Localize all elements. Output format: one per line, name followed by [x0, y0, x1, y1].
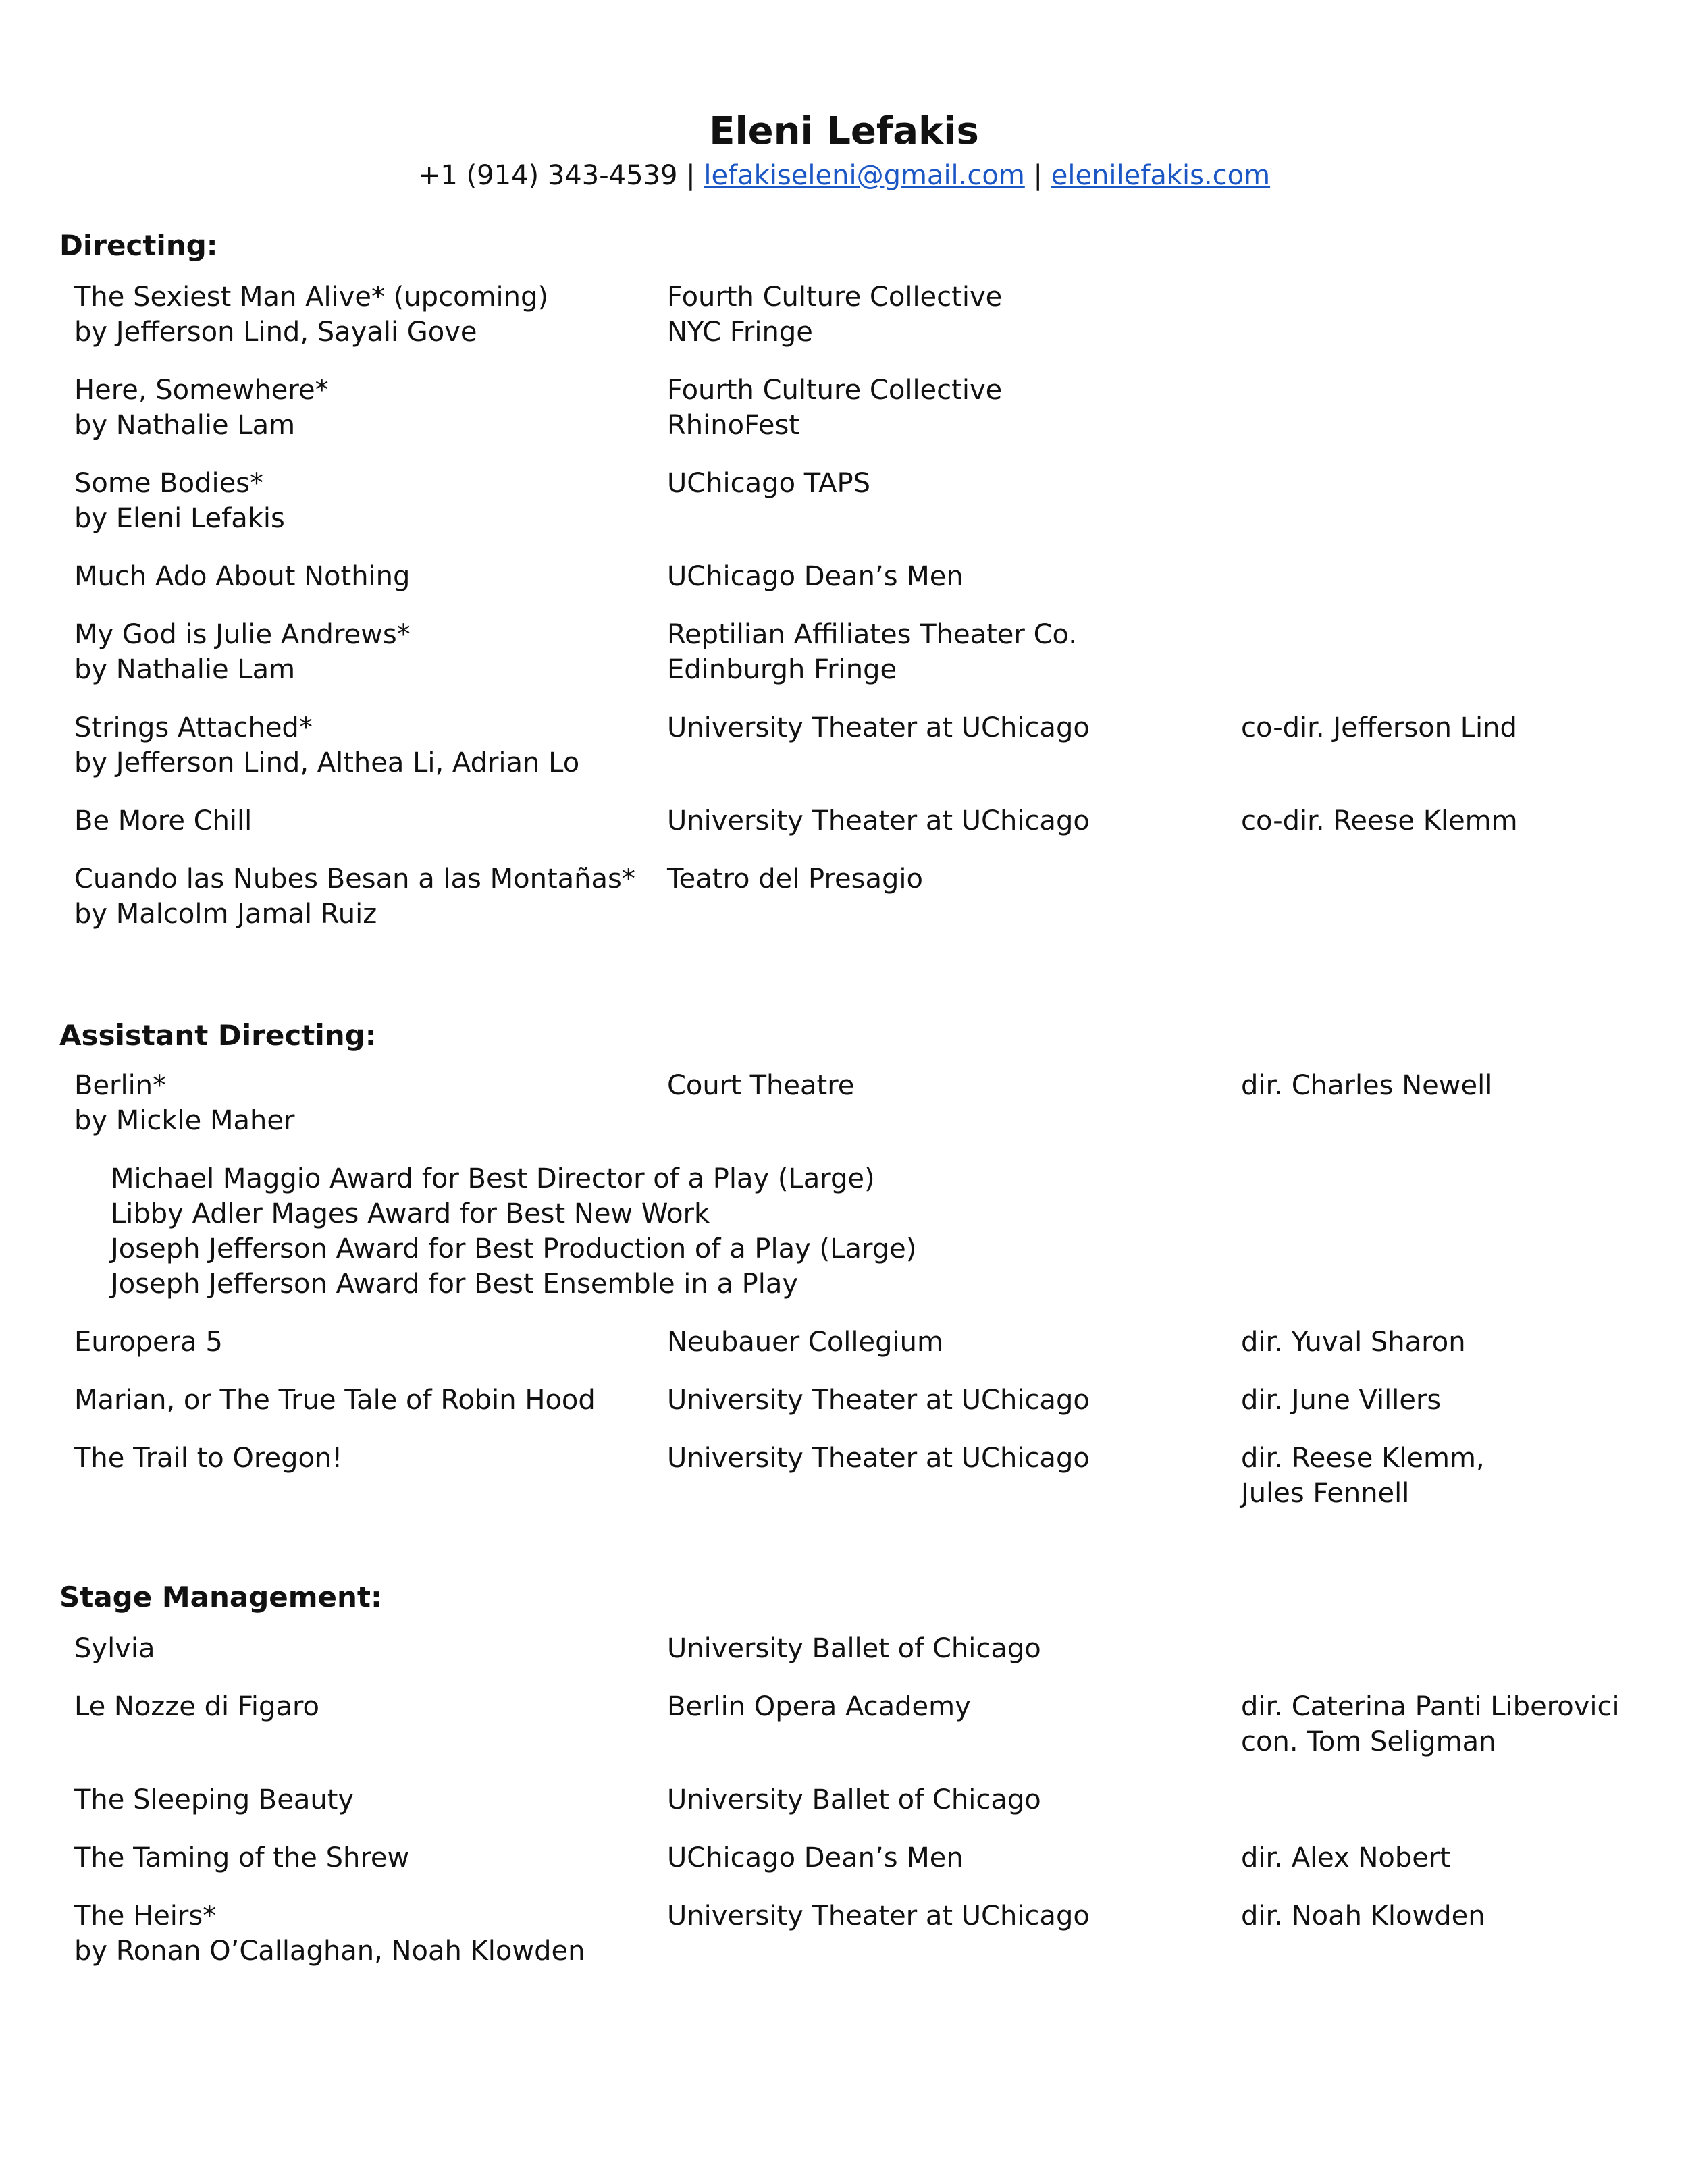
show-title — [74, 1782, 354, 1817]
credit-line: con. Tom Seligman — [1241, 1726, 1496, 1757]
company-name: Neubauer Collegium — [667, 1327, 943, 1358]
email-link[interactable]: lefakiseleni@gmail.com — [704, 160, 1025, 191]
show-author: by Jefferson Lind, Sayali Gove — [74, 317, 477, 348]
director-credit — [1241, 803, 1518, 838]
company-info — [667, 1840, 964, 1875]
credit-line: dir. Caterina Panti Liberovici — [1241, 1691, 1620, 1722]
company-info — [667, 559, 964, 594]
credit-entry — [59, 617, 1666, 687]
company-name: UChicago Dean’s Men — [667, 1842, 964, 1873]
website-link[interactable]: elenilefakis.com — [1051, 160, 1271, 191]
show-name: The Sleeping Beauty — [74, 1784, 354, 1815]
show-title — [74, 373, 329, 443]
credit-entry — [59, 373, 1666, 443]
show-author: by Eleni Lefakis — [74, 503, 285, 534]
show-author: by Nathalie Lam — [74, 410, 296, 441]
show-title — [74, 1840, 409, 1875]
section-title-directing: Directing: — [59, 229, 218, 262]
company-name: Fourth Culture Collective — [667, 282, 1003, 313]
award-item: Libby Adler Mages Award for Best New Work — [111, 1198, 710, 1229]
show-name: Much Ado About Nothing — [74, 561, 411, 592]
company-name: Reptilian Affiliates Theater Co. — [667, 619, 1077, 650]
company-info — [667, 1689, 971, 1724]
credit-line: dir. Noah Klowden — [1241, 1900, 1485, 1932]
credit-entry — [59, 710, 1666, 780]
company-name: Fourth Culture Collective — [667, 375, 1003, 406]
company-info — [667, 466, 870, 501]
credit-line: dir. June Villers — [1241, 1385, 1442, 1416]
show-name: The Heirs* — [74, 1900, 217, 1932]
company-name: University Theater at UChicago — [667, 1385, 1090, 1416]
company-name: University Theater at UChicago — [667, 805, 1090, 836]
venue-name: NYC Fringe — [667, 317, 813, 348]
section-title-assistant-directing: Assistant Directing: — [59, 1019, 377, 1052]
section-title-stage-management: Stage Management: — [59, 1580, 382, 1614]
show-name: Marian, or The True Tale of Robin Hood — [74, 1385, 596, 1416]
company-info — [667, 373, 1002, 443]
credit-line: co-dir. Reese Klemm — [1241, 805, 1518, 836]
show-title — [74, 710, 579, 780]
credit-entry — [59, 1441, 1666, 1511]
credit-entry — [59, 1689, 1666, 1759]
credit-entry — [59, 466, 1666, 536]
company-info — [667, 1068, 854, 1103]
director-credit — [1241, 1689, 1620, 1759]
credit-line: co-dir. Jefferson Lind — [1241, 712, 1517, 743]
show-title — [74, 861, 635, 932]
company-info — [667, 1441, 1090, 1476]
show-title — [74, 559, 410, 594]
company-name: University Theater at UChicago — [667, 1900, 1090, 1932]
company-name: Berlin Opera Academy — [667, 1691, 971, 1722]
credit-entry — [59, 1068, 1666, 1138]
company-info — [667, 803, 1090, 838]
show-author: by Mickle Maher — [74, 1105, 295, 1136]
show-name: Strings Attached* — [74, 712, 313, 743]
company-info — [667, 279, 1002, 350]
show-title — [74, 1325, 223, 1360]
award-item: Joseph Jefferson Award for Best Production of a Play (Large) — [111, 1233, 917, 1264]
show-name: Le Nozze di Figaro — [74, 1691, 319, 1722]
credit-line: Jules Fennell — [1241, 1478, 1410, 1509]
show-author: by Malcolm Jamal Ruiz — [74, 899, 377, 930]
show-author: by Nathalie Lam — [74, 654, 296, 685]
award-item: Michael Maggio Award for Best Director of a Play (Large) — [111, 1163, 875, 1194]
directing-section — [59, 225, 1666, 932]
assistant-directing-section — [59, 1015, 1666, 1511]
venue-name: RhinoFest — [667, 410, 800, 441]
company-info — [667, 1383, 1090, 1418]
stage-management-section — [59, 1577, 1666, 1969]
contact-separator: | — [1033, 160, 1043, 191]
company-info — [667, 1782, 1041, 1817]
director-credit — [1241, 1325, 1466, 1360]
show-name: Sylvia — [74, 1633, 155, 1664]
show-title — [74, 617, 411, 687]
show-title — [74, 803, 252, 838]
phone-number: +1 (914) 343-4539 — [417, 160, 678, 191]
awards-list — [59, 1161, 1666, 1302]
company-info — [667, 1325, 943, 1360]
company-name: University Ballet of Chicago — [667, 1633, 1041, 1664]
credit-entry — [59, 1840, 1666, 1875]
credit-line: dir. Reese Klemm, — [1241, 1443, 1485, 1474]
credit-entry — [59, 1782, 1666, 1817]
show-name: The Taming of the Shrew — [74, 1842, 410, 1873]
show-name: The Sexiest Man Alive* (upcoming) — [74, 282, 548, 313]
company-name: Teatro del Presagio — [667, 863, 923, 895]
credit-entry — [59, 1383, 1666, 1418]
show-title — [74, 1631, 155, 1666]
show-title — [74, 279, 548, 350]
credit-entry — [59, 559, 1666, 594]
credit-line: dir. Charles Newell — [1241, 1070, 1493, 1101]
resume-header — [0, 108, 1688, 196]
credit-entry — [59, 279, 1666, 350]
credit-line: dir. Alex Nobert — [1241, 1842, 1450, 1873]
company-name: Court Theatre — [667, 1070, 855, 1101]
director-credit — [1241, 1441, 1485, 1511]
company-name: UChicago TAPS — [667, 468, 870, 499]
director-credit — [1241, 1068, 1492, 1103]
credit-entry — [59, 1325, 1666, 1360]
credit-entry — [59, 861, 1666, 932]
show-title — [74, 1068, 294, 1138]
company-info — [667, 1898, 1090, 1934]
show-name: Some Bodies* — [74, 468, 264, 499]
show-title — [74, 1441, 342, 1476]
credit-line: dir. Yuval Sharon — [1241, 1327, 1466, 1358]
show-name: Be More Chill — [74, 805, 253, 836]
show-title — [74, 1898, 585, 1969]
contact-line — [0, 155, 1688, 196]
show-name: Berlin* — [74, 1070, 167, 1101]
company-name: University Theater at UChicago — [667, 1443, 1090, 1474]
company-info — [667, 861, 923, 897]
credit-entry — [59, 803, 1666, 838]
venue-name: Edinburgh Fringe — [667, 654, 897, 685]
show-title — [74, 466, 285, 536]
award-item: Joseph Jefferson Award for Best Ensemble in a Play — [111, 1269, 799, 1300]
company-name: University Theater at UChicago — [667, 712, 1090, 743]
credit-entry — [59, 1631, 1666, 1666]
company-info — [667, 710, 1090, 745]
show-title — [74, 1689, 319, 1724]
show-author: by Ronan O’Callaghan, Noah Klowden — [74, 1936, 585, 1967]
director-credit — [1241, 1840, 1450, 1875]
applicant-name: Eleni Lefakis — [709, 109, 979, 153]
company-info — [667, 617, 1077, 687]
contact-separator: | — [686, 160, 695, 191]
show-name: Here, Somewhere* — [74, 375, 329, 406]
director-credit — [1241, 1898, 1485, 1934]
director-credit — [1241, 710, 1517, 745]
company-info — [667, 1631, 1041, 1666]
company-name: University Ballet of Chicago — [667, 1784, 1041, 1815]
show-name: Cuando las Nubes Besan a las Montañas* — [74, 863, 635, 895]
show-name: My God is Julie Andrews* — [74, 619, 411, 650]
credit-entry — [59, 1898, 1666, 1969]
show-author: by Jefferson Lind, Althea Li, Adrian Lo — [74, 747, 580, 778]
show-title — [74, 1383, 596, 1418]
director-credit — [1241, 1383, 1441, 1418]
show-name: Europera 5 — [74, 1327, 223, 1358]
show-name: The Trail to Oregon! — [74, 1443, 343, 1474]
company-name: UChicago Dean’s Men — [667, 561, 964, 592]
